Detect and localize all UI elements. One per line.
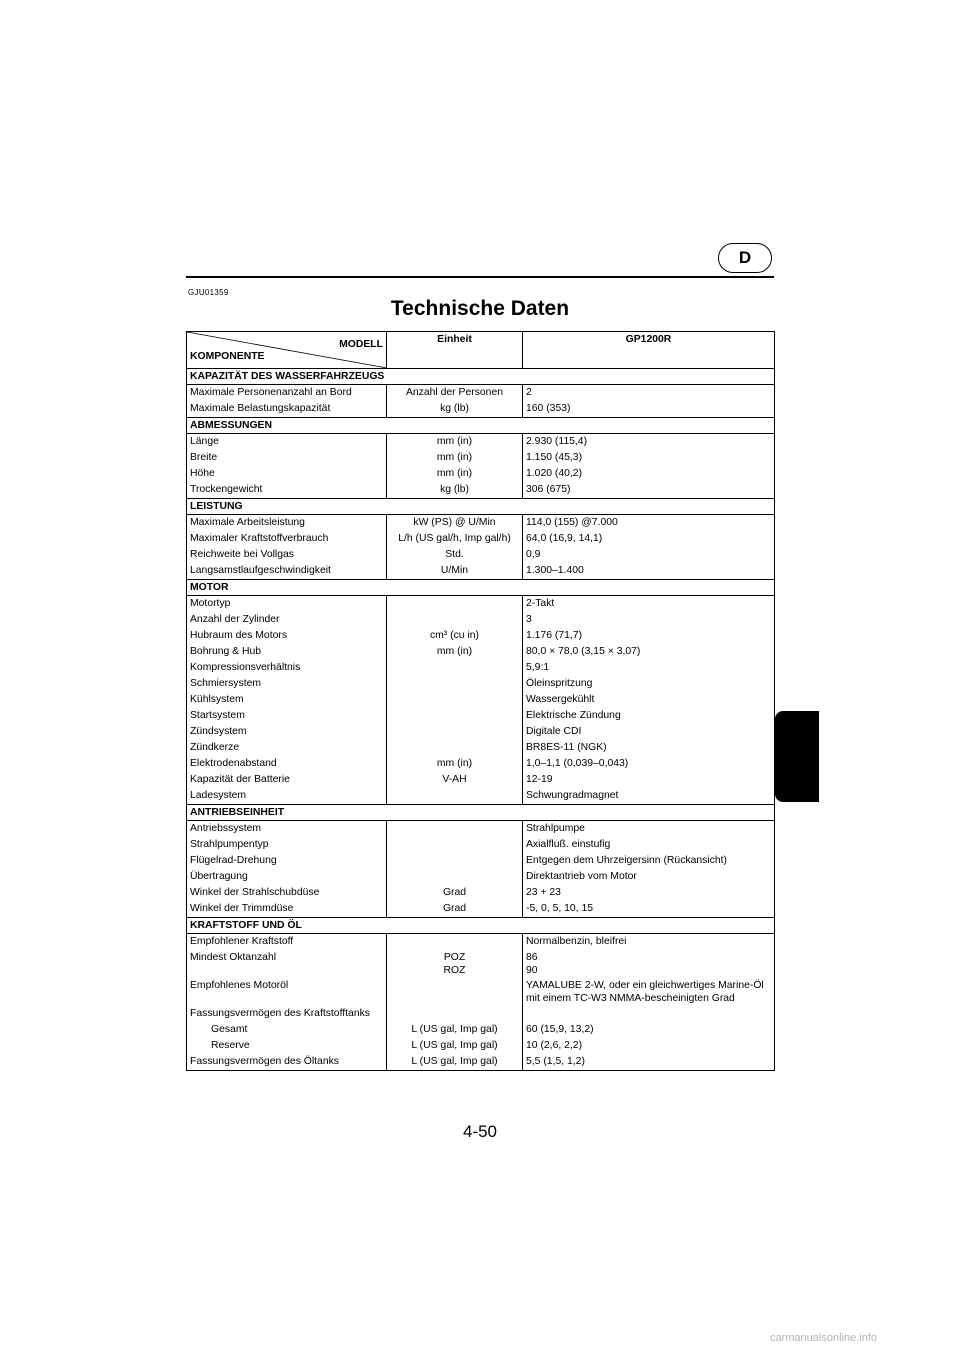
section-row: [187, 918, 775, 934]
table-row: [187, 531, 775, 547]
component-cell: Empfohlener Kraftstoff: [187, 934, 387, 951]
unit-cell: [387, 821, 523, 838]
value-cell: 114,0 (155) @7.000: [526, 517, 618, 528]
table-row: [187, 466, 775, 482]
component-cell: Mindest Oktanzahl: [187, 950, 387, 978]
value-cell: Wassergekühlt: [526, 694, 595, 705]
table-row: [187, 660, 775, 676]
unit-cell: mm (in): [387, 644, 523, 660]
value-cell: 10 (2,6, 2,2): [526, 1040, 583, 1051]
component-cell: Hubraum des Motors: [187, 628, 387, 644]
unit-cell: [387, 837, 523, 853]
language-badge: D: [718, 243, 772, 273]
value-cell: 5,5 (1,5, 1,2): [526, 1056, 585, 1067]
value-cell: 160 (353): [526, 403, 571, 414]
table-row: [187, 708, 775, 724]
table-row: [187, 772, 775, 788]
component-cell: Trockengewicht: [187, 482, 387, 499]
component-cell: Startsystem: [187, 708, 387, 724]
value-cell: 306 (675): [526, 484, 571, 495]
table-row: [187, 482, 775, 499]
corner-bottom-label: KOMPONENTE: [190, 351, 265, 362]
unit-cell: cm³ (cu in): [387, 628, 523, 644]
value-cell: Digitale CDI: [526, 726, 582, 737]
component-cell: Kapazität der Batterie: [187, 772, 387, 788]
value-cell: 23 + 23: [526, 887, 561, 898]
unit-cell: mm (in): [387, 756, 523, 772]
value-cell: 3: [526, 614, 532, 625]
unit-cell: [387, 978, 523, 1006]
table-row: [187, 885, 775, 901]
component-cell: Maximale Belastungskapazität: [187, 401, 387, 418]
unit-cell: mm (in): [387, 434, 523, 451]
unit-cell: L/h (US gal/h, Imp gal/h): [387, 531, 523, 547]
unit-cell: Std.: [387, 547, 523, 563]
table-row: [187, 869, 775, 885]
chapter-tab: [775, 711, 819, 802]
table-row: [187, 1038, 775, 1054]
value-cell: Öleinspritzung: [526, 678, 593, 689]
section-title: MOTOR: [187, 580, 775, 596]
unit-cell: [387, 724, 523, 740]
component-cell: Winkel der Strahlschubdüse: [187, 885, 387, 901]
section-row: [187, 805, 775, 821]
value-cell: Direktantrieb vom Motor: [526, 871, 637, 882]
table-row: [187, 515, 775, 532]
component-cell: Reserve: [187, 1038, 387, 1054]
table-row: [187, 724, 775, 740]
unit-cell: [387, 708, 523, 724]
top-rule: [186, 276, 774, 278]
table-row: [187, 628, 775, 644]
table-row: [187, 934, 775, 951]
unit-cell: L (US gal, Imp gal): [387, 1054, 523, 1071]
unit-cell: mm (in): [387, 450, 523, 466]
component-cell: Länge: [187, 434, 387, 451]
value-cell: 1,0–1,1 (0,039–0,043): [526, 758, 629, 769]
component-cell: Kompressionsverhältnis: [187, 660, 387, 676]
value-cell: BR8ES-11 (NGK): [526, 742, 607, 753]
unit-cell: [387, 788, 523, 805]
component-cell: Winkel der Trimmdüse: [187, 901, 387, 918]
table-row: [187, 612, 775, 628]
value-cell: 1.020 (40,2): [526, 468, 583, 479]
table-row: [187, 788, 775, 805]
component-cell: Fassungsvermögen des Kraftstofftanks: [187, 1006, 387, 1022]
component-cell: Zündsystem: [187, 724, 387, 740]
value-cell: Elektrische Zündung: [526, 710, 621, 721]
value-cell: YAMALUBE 2-W, oder ein gleichwertiges Marine-Öl mit einem TC-W3 NMMA-bescheinigten Grad: [526, 980, 764, 1004]
page-number: 4-50: [462, 1122, 498, 1141]
component-cell: Bohrung & Hub: [187, 644, 387, 660]
section-row: [187, 580, 775, 596]
unit-cell: [387, 596, 523, 613]
component-cell: Maximale Arbeitsleistung: [187, 515, 387, 532]
table-row: [187, 676, 775, 692]
value-cell: 2.930 (115,4): [526, 436, 588, 447]
unit-cell: Grad: [387, 885, 523, 901]
unit-cell: [387, 1006, 523, 1022]
unit-cell: POZ ROZ: [387, 950, 523, 978]
value-cell: Axialfluß. einstufig: [526, 839, 611, 850]
table-row: [187, 978, 775, 1006]
section-row: [187, 369, 775, 385]
value-cell: 2-Takt: [526, 598, 555, 609]
value-cell: [523, 1006, 775, 1022]
value-cell: 64,0 (16,9, 14,1): [526, 533, 603, 544]
table-row: [187, 837, 775, 853]
component-cell: Gesamt: [187, 1022, 387, 1038]
value-cell: 80,0 × 78,0 (3,15 × 3,07): [526, 646, 641, 657]
component-cell: Maximaler Kraftstoffverbrauch: [187, 531, 387, 547]
table-row: [187, 901, 775, 918]
corner-cell: [187, 332, 387, 369]
component-cell: Strahlpumpentyp: [187, 837, 387, 853]
value-cell: -5, 0, 5, 10, 15: [526, 903, 594, 914]
component-cell: Flügelrad-Drehung: [187, 853, 387, 869]
component-cell: Antriebssystem: [187, 821, 387, 838]
spec-table: [186, 331, 775, 1071]
document-code: GJU01359: [188, 288, 229, 297]
section-row: [187, 499, 775, 515]
component-cell: Empfohlenes Motoröl: [187, 978, 387, 1006]
table-row: [187, 1006, 775, 1022]
value-cell: 86 90: [526, 952, 538, 976]
unit-cell: [387, 740, 523, 756]
unit-cell: mm (in): [387, 466, 523, 482]
unit-cell: Anzahl der Personen: [387, 385, 523, 402]
table-row: [187, 385, 775, 402]
unit-cell: kg (lb): [387, 401, 523, 418]
component-cell: Höhe: [187, 466, 387, 482]
table-row: [187, 950, 775, 978]
unit-header: Einheit: [387, 332, 523, 369]
value-cell: 0,9: [526, 549, 541, 560]
value-cell: 1.176 (71,7): [526, 630, 583, 641]
unit-cell: kg (lb): [387, 482, 523, 499]
section-title: KRAFTSTOFF UND ÖL: [187, 918, 775, 934]
component-cell: Schmiersystem: [187, 676, 387, 692]
component-cell: Reichweite bei Vollgas: [187, 547, 387, 563]
table-row: [187, 450, 775, 466]
unit-cell: [387, 676, 523, 692]
value-cell: Schwungradmagnet: [526, 790, 619, 801]
model-header: GP1200R: [523, 332, 775, 369]
value-cell: 12-19: [526, 774, 553, 785]
table-row: [187, 547, 775, 563]
table-row: [187, 756, 775, 772]
value-cell: 1.150 (45,3): [526, 452, 583, 463]
value-cell: 2: [526, 387, 532, 398]
unit-cell: [387, 660, 523, 676]
value-cell: Normalbenzin, bleifrei: [526, 936, 627, 947]
corner-top-label: MODELL: [339, 339, 383, 350]
component-cell: Breite: [187, 450, 387, 466]
unit-cell: [387, 934, 523, 951]
component-cell: Zündkerze: [187, 740, 387, 756]
unit-cell: [387, 692, 523, 708]
table-row: [187, 1022, 775, 1038]
section-title: KAPAZITÄT DES WASSERFAHRZEUGS: [187, 369, 775, 385]
unit-cell: U/Min: [387, 563, 523, 580]
value-cell: Strahlpumpe: [526, 823, 585, 834]
value-cell: Entgegen dem Uhrzeigersinn (Rückansicht): [526, 855, 727, 866]
unit-cell: L (US gal, Imp gal): [387, 1022, 523, 1038]
table-row: [187, 821, 775, 838]
value-cell: 1.300–1.400: [526, 565, 584, 576]
component-cell: Kühlsystem: [187, 692, 387, 708]
table-row: [187, 596, 775, 613]
section-title: ANTRIEBSEINHEIT: [187, 805, 775, 821]
unit-cell: Grad: [387, 901, 523, 918]
value-cell: 60 (15,9, 13,2): [526, 1024, 594, 1035]
section-row: [187, 418, 775, 434]
unit-cell: V-AH: [387, 772, 523, 788]
unit-cell: [387, 612, 523, 628]
section-title: ABMESSUNGEN: [187, 418, 775, 434]
table-row: [187, 434, 775, 451]
section-title: LEISTUNG: [187, 499, 775, 515]
component-cell: Elektrodenabstand: [187, 756, 387, 772]
component-cell: Übertragung: [187, 869, 387, 885]
page-title: Technische Daten: [390, 297, 570, 320]
table-row: [187, 644, 775, 660]
component-cell: Maximale Personenanzahl an Bord: [187, 385, 387, 402]
table-row: [187, 401, 775, 418]
component-cell: Ladesystem: [187, 788, 387, 805]
table-row: [187, 740, 775, 756]
table-header-row: [187, 332, 775, 369]
watermark: carmanualsonline.info: [770, 1332, 878, 1344]
table-row: [187, 1054, 775, 1071]
unit-cell: [387, 853, 523, 869]
unit-cell: L (US gal, Imp gal): [387, 1038, 523, 1054]
unit-cell: kW (PS) @ U/Min: [387, 515, 523, 532]
component-cell: Langsamstlaufgeschwindigkeit: [187, 563, 387, 580]
table-row: [187, 853, 775, 869]
value-cell: 5,9:1: [526, 662, 550, 673]
component-cell: Motortyp: [187, 596, 387, 613]
unit-cell: [387, 869, 523, 885]
component-cell: Fassungsvermögen des Öltanks: [187, 1054, 387, 1071]
table-row: [187, 692, 775, 708]
table-row: [187, 563, 775, 580]
component-cell: Anzahl der Zylinder: [187, 612, 387, 628]
